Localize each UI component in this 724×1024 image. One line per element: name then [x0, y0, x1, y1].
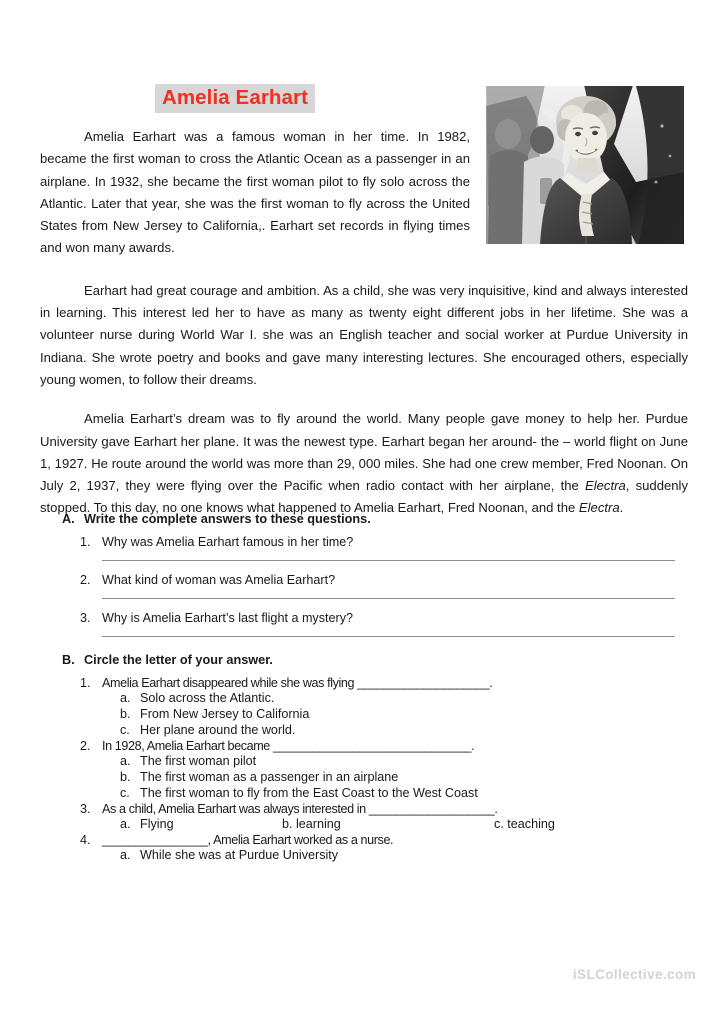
answer-line-a1[interactable] — [102, 560, 675, 561]
option-b2-a-text: The first woman pilot — [140, 754, 257, 768]
option-b3-a[interactable] — [120, 817, 282, 831]
paragraph-3-text-1: Amelia Earhart’s dream was to fly around the world. Many people gave money to help her. Purdue University gave Earhart her plane. It was the newest type. Earhart began her around- the – world flight on June 1, 1927. He route around the world was more than 29, 000 miles. She had one crew member, Fred Noonan. On July 2, 1937, they were flying over the Pacific when radio contact with her airplane, the — [40, 411, 688, 494]
option-b1-b[interactable] — [120, 707, 688, 721]
option-b1-b-letter: b. — [120, 707, 131, 721]
question-b2-text: In 1928, Amelia Earhart became ______________________________. — [102, 739, 475, 753]
question-a1-text: Why was Amelia Earhart famous in her time? — [102, 535, 354, 549]
question-b1 — [80, 676, 688, 690]
question-b4 — [80, 833, 688, 847]
option-b1-a-letter: a. — [120, 691, 131, 705]
question-b1-number: 1. — [80, 676, 91, 690]
question-b2 — [80, 739, 688, 753]
section-a-letter: A. — [62, 512, 75, 526]
option-b2-b-letter: b. — [120, 770, 131, 784]
page-title: Amelia Earhart — [155, 84, 315, 113]
section-a — [62, 512, 688, 637]
question-b4-number: 4. — [80, 833, 91, 847]
question-b3-options-row — [120, 817, 688, 831]
option-b1-b-text: From New Jersey to California — [140, 707, 310, 721]
question-b2-number: 2. — [80, 739, 91, 753]
option-b2-b-text: The first woman as a passenger in an airplane — [140, 770, 399, 784]
paragraph-3-text-3: . — [619, 500, 624, 516]
section-b-letter: B. — [62, 653, 75, 667]
option-b2-c-text: The first woman to fly from the East Coast to the West Coast — [140, 786, 478, 800]
question-a3-text: Why is Amelia Earhart’s last flight a mystery? — [102, 611, 354, 625]
option-b3-b[interactable]: b. learning — [282, 817, 341, 831]
question-a3 — [80, 611, 688, 625]
section-a-instruction: Write the complete answers to these questions. — [84, 512, 371, 526]
question-b4-text: ________________, Amelia Earhart worked as a nurse. — [102, 833, 394, 847]
question-b3 — [80, 802, 688, 816]
option-b1-a-text: Solo across the Atlantic. — [140, 691, 275, 705]
option-b2-a-letter: a. — [120, 754, 131, 768]
exercises-container — [62, 512, 688, 878]
option-b2-b[interactable] — [120, 770, 688, 784]
question-a1-number: 1. — [80, 535, 91, 549]
paragraph-3 — [40, 408, 688, 519]
paragraph-2: Earhart had great courage and ambition. As a child, she was very inquisitive, kind and always interested in learning. This interest led her to have as many as twenty eight different jobs in her lifetime. She was a volunteer nurse during World War I. she was an English teacher and social worker at Purdue University in Indiana. She wrote poetry and books and gave many interesting lectures. She encouraged others, especially young women, to follow their dreams. — [40, 282, 688, 387]
question-b3-number: 3. — [80, 802, 91, 816]
option-b3-a-text: Flying — [140, 817, 174, 831]
answer-line-a3[interactable] — [102, 636, 675, 637]
option-b1-c-letter: c. — [120, 723, 130, 737]
option-b3-a-letter: a. — [120, 817, 131, 831]
option-b1-c-text: Her plane around the world. — [140, 723, 296, 737]
section-b-instruction: Circle the letter of your answer. — [84, 653, 273, 667]
option-b4-a[interactable] — [120, 848, 688, 862]
option-b2-c[interactable] — [120, 786, 688, 800]
option-b2-a[interactable] — [120, 754, 688, 768]
option-b4-a-letter: a. — [120, 848, 131, 862]
option-b2-c-letter: c. — [120, 786, 130, 800]
electra-italic-2: Electra — [578, 500, 620, 516]
title-container — [0, 84, 470, 113]
paragraph-3-text-2: , suddenly stopped. To this day, no one knows what happened to Amelia Earhart, Fred Noonan, and the — [40, 478, 688, 516]
option-b1-c[interactable] — [120, 723, 688, 737]
option-b4-a-text: While she was at Purdue University — [140, 848, 339, 862]
section-b-header — [62, 653, 688, 667]
section-b — [62, 653, 688, 862]
answer-line-a2[interactable] — [102, 598, 675, 599]
option-b3-c[interactable]: c. teaching — [494, 817, 555, 831]
question-a2-text: What kind of woman was Amelia Earhart? — [102, 573, 336, 587]
question-a2-number: 2. — [80, 573, 91, 587]
electra-italic-1: Electra — [585, 478, 626, 494]
question-b3-text: As a child, Amelia Earhart was always interested in ___________________. — [102, 802, 498, 816]
article-body — [40, 126, 688, 537]
option-b1-a[interactable] — [120, 691, 688, 705]
section-a-header — [62, 512, 688, 526]
islcollective-watermark: iSLCollective.com — [572, 967, 696, 982]
question-b1-text: Amelia Earhart disappeared while she was flying ____________________. — [102, 676, 493, 690]
question-a3-number: 3. — [80, 611, 91, 625]
question-a1 — [80, 535, 688, 549]
question-a2 — [80, 573, 688, 587]
paragraph-1: Amelia Earhart was a famous woman in her time. In 1982, became the first woman to cross the Atlantic Ocean as a passenger in an airplane. In 1932, she became the first woman pilot to fly solo across the Atlantic. Later that year, she was the first woman to fly across the United States from New Jersey to California,. Earhart set records in flying times and won many awards. — [40, 129, 470, 256]
